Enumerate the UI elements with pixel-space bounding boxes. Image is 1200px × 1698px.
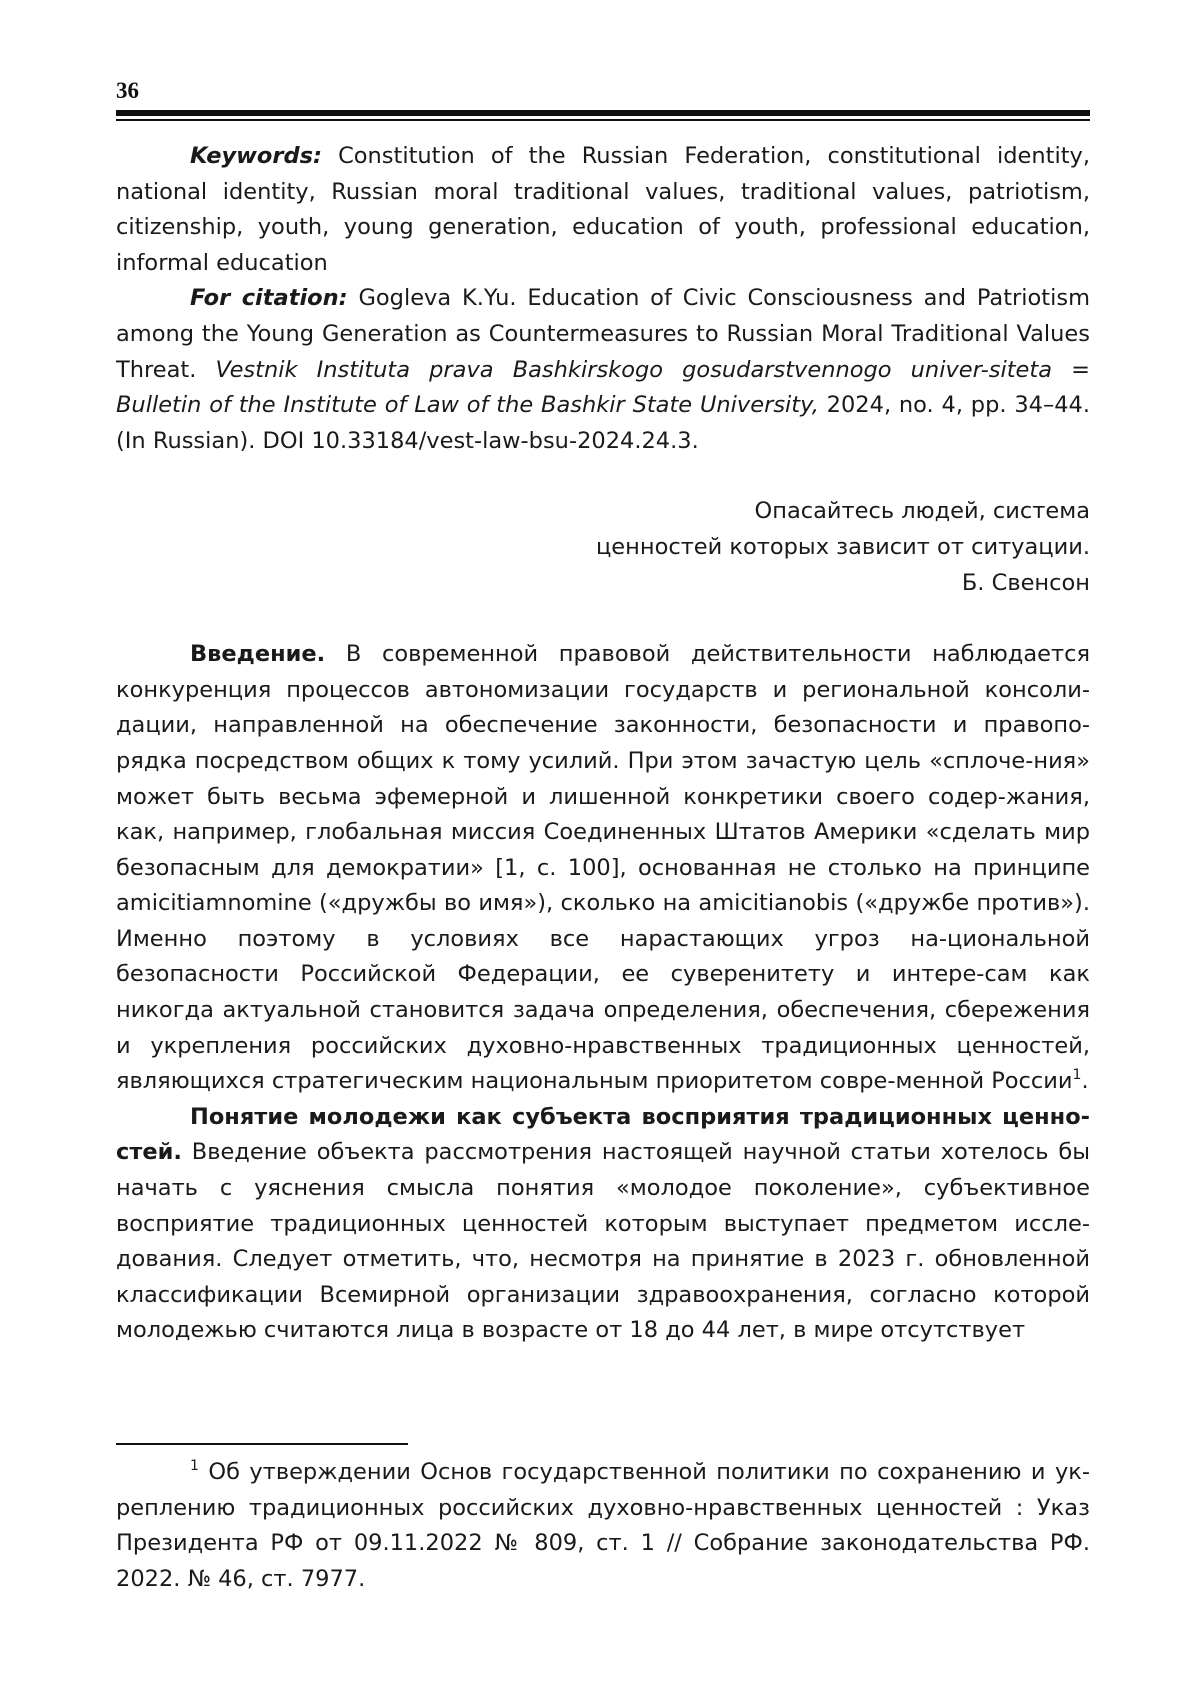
epigraph-author: Б. Свенсон (961, 569, 1090, 596)
keywords-paragraph (116, 139, 1090, 281)
introduction-end: . (1081, 1068, 1089, 1095)
keywords-text: Constitution of the Russian Federation, constitutional identity, national identity, Russian moral traditional values, traditional values, patriotism, citizenship, youth, young generation, education of youth, professional education, informal education (116, 143, 1090, 276)
citation-journal: Vestnik Instituta prava Bashkirskogo gosudarstvennogo univer-siteta = Bulletin of the Institute of Law of the Bashkir State University, (116, 356, 1090, 419)
epigraph-line-2: ценностей которых зависит от ситуации. (595, 533, 1090, 560)
section-text: Введение объекта рассмотрения настоящей научной статьи хотелось бы начать с уяснения смысла понятия «молодое поколение», субъективное восприятие традиционных ценностей которым выступает предметом иссле-дования. Следует отметить, что, несмотря на принятие в 2023 г. обновленной классификации Всемирной организации здравоохранения, согласно которой молодежью считаются лица в возрасте от 18 до 44 лет, в мире отсутствует (116, 1139, 1090, 1344)
section-paragraph (116, 1100, 1090, 1349)
citation-text: Gogleva K.Yu. Education of Civic Consciousness and Patriotism among the Young Generation as Countermeasures to Russian Moral Traditional Values Threat. (116, 285, 1090, 383)
footnote-text: Об утверждении Основ государственной политики по сохранению и ук-реплению традиционных российских духовно-нравственных ценностей : Указ Президента РФ от 09.11.2022 № 809, ст. 1 // Собрание законодательства РФ. 2022. № 46, ст. 7977. (116, 1459, 1090, 1592)
citation-details: 2024, no. 4, pp. 34–44. (In Russian). DOI 10.33184/vest-law-bsu-2024.24.3. (116, 392, 1091, 454)
introduction-heading: Введение. (190, 641, 326, 668)
citation-label: For citation: (190, 285, 348, 312)
footnote-reference[interactable]: 1 (1072, 1067, 1082, 1084)
introduction-paragraph (116, 637, 1090, 1100)
footnote-separator (116, 1443, 408, 1445)
footnote-marker: 1 (190, 1458, 199, 1474)
footnote (116, 1455, 1090, 1597)
section-heading: Понятие молодежи как субъекта восприятия традиционных ценно-стей. (116, 1103, 1090, 1166)
page-number: 36 (116, 78, 139, 103)
header-rule (116, 110, 1090, 116)
epigraph-line-1: Опасайтесь людей, система (754, 498, 1090, 525)
epigraph (116, 494, 1090, 601)
keywords-label: Keywords: (190, 143, 322, 169)
introduction-text: В современной правовой действительности наблюдается конкуренция процессов автономизации государств и региональной консоли-дации, направленной на обеспечение законности, безопасности и правопо-рядка посредством общих к тому усилий. При этом зачастую цель «сплоче-ния» может быть весьма эфемерной и лишенной конкретики своего содер-жания, как, например, глобальная миссия Соединенных Штатов Америки «сделать мир безопасным для демократии» [1, с. 100], основанная не столько на принципе amicitiamnomine («дружбы во имя»), сколько на amicitianobis («дружбе против»). Именно поэтому в условиях все нарастающих угроз на-циональной безопасности Российской Федерации, ее суверенитету и интере-сам как никогда актуальной становится задача определения, обеспечения, сбережения и укрепления российских духовно-нравственных традиционных ценностей, являющихся стратегическим национальным приоритетом совре-менной России (116, 641, 1090, 1095)
footnote-paragraph (116, 1455, 1090, 1597)
page-body (116, 139, 1090, 1349)
citation-paragraph (116, 281, 1090, 459)
header-rule-thin (116, 119, 1090, 121)
